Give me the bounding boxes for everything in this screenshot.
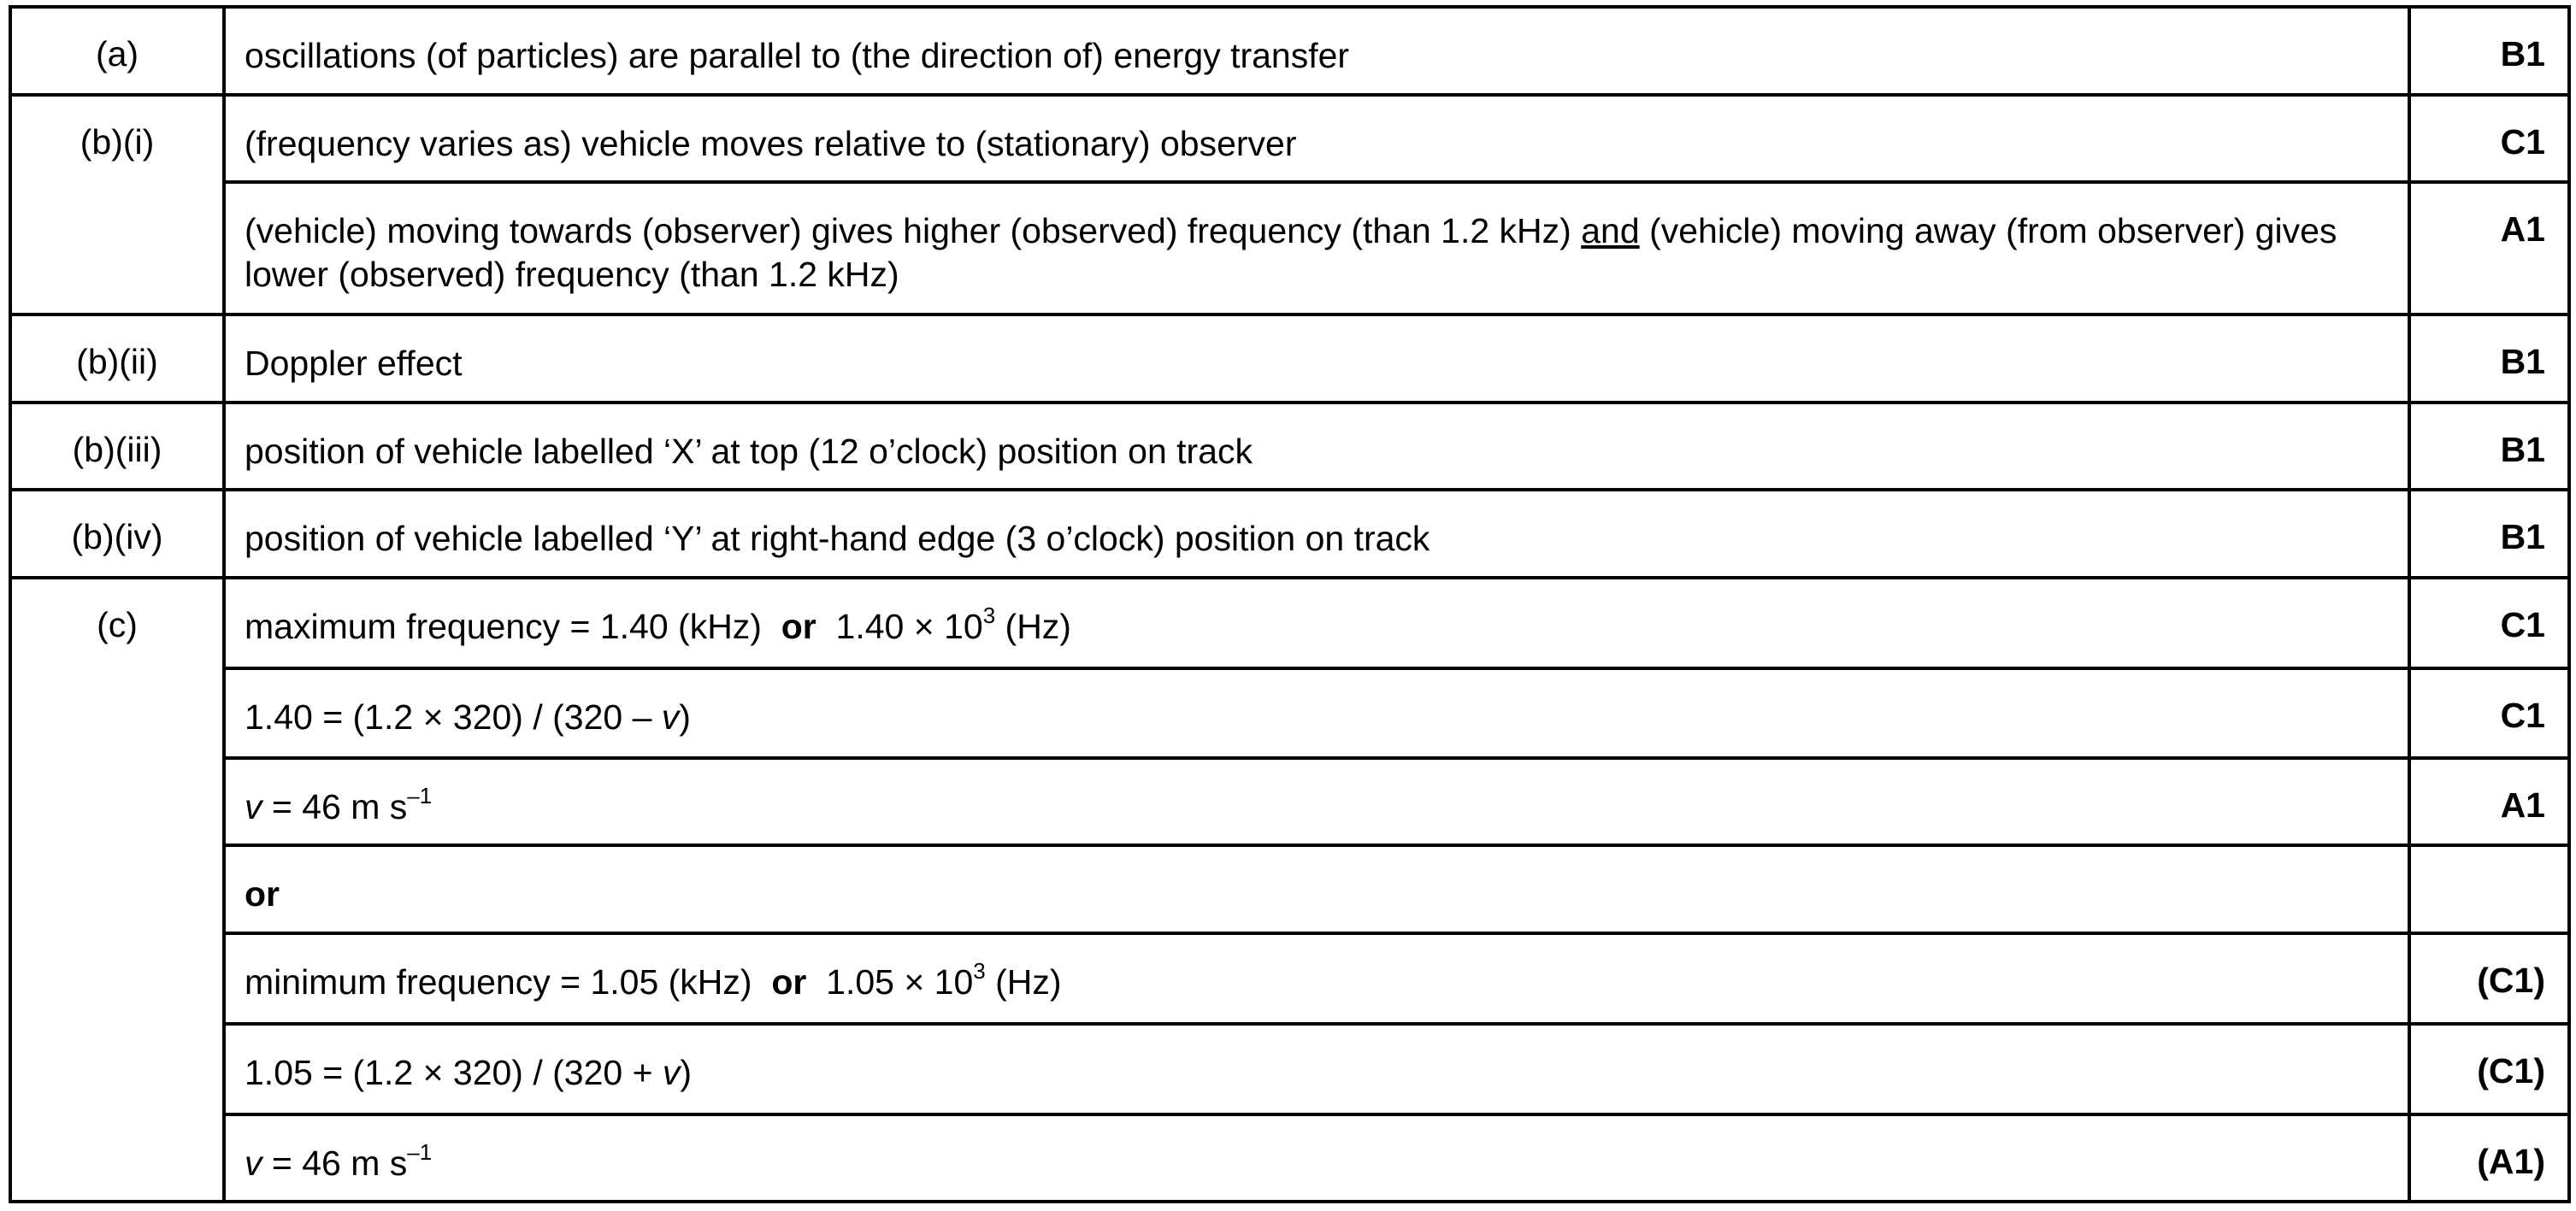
table-row	[10, 95, 2569, 182]
exponent: 3	[982, 603, 996, 628]
mark-scheme-table	[9, 5, 2571, 1203]
answer-part: (Hz)	[985, 962, 1062, 1002]
table-row	[10, 845, 2569, 933]
answer-text: position of vehicle labelled ‘Y’ at right-hand edge (3 o’clock) position on track	[224, 490, 2409, 578]
underlined-and: and	[1581, 211, 1640, 250]
table-row	[10, 933, 2569, 1024]
answer-part: (vehicle) moving away (from observer) gives lower (observed) frequency (than 1.2 kHz)	[245, 211, 2337, 295]
question-number: (c)	[10, 578, 224, 1202]
mark-code: (C1)	[2409, 1024, 2569, 1114]
mark-code: A1	[2409, 182, 2569, 315]
table-row	[10, 668, 2569, 758]
answer-text: (frequency varies as) vehicle moves relative to (stationary) observer	[224, 95, 2409, 182]
mark-code: A1	[2409, 758, 2569, 845]
answer-text	[224, 1114, 2409, 1202]
answer-text: oscillations (of particles) are parallel to (the direction of) energy transfer	[224, 7, 2409, 95]
exponent: –1	[407, 783, 433, 808]
or-keyword: or	[771, 962, 807, 1002]
mark-code: C1	[2409, 95, 2569, 182]
table-row	[10, 403, 2569, 490]
answer-part: 1.05 × 10	[826, 962, 974, 1002]
answer-part: 1.40 = (1.2 × 320) / (320 –	[245, 697, 662, 737]
answer-text: position of vehicle labelled ‘X’ at top (12 o’clock) position on track	[224, 403, 2409, 490]
mark-code	[2409, 845, 2569, 933]
mark-code: C1	[2409, 668, 2569, 758]
answer-part: maximum frequency = 1.40 (kHz)	[245, 607, 762, 646]
answer-text	[224, 933, 2409, 1024]
question-number: (b)(ii)	[10, 315, 224, 403]
mark-code: B1	[2409, 403, 2569, 490]
answer-part: minimum frequency = 1.05 (kHz)	[245, 962, 752, 1002]
answer-part: )	[679, 697, 691, 737]
answer-part: )	[680, 1053, 693, 1092]
answer-part: = 46 m s	[262, 787, 408, 826]
answer-text	[224, 1024, 2409, 1114]
answer-part: 1.40 × 10	[835, 607, 983, 646]
or-separator: or	[224, 845, 2409, 933]
mark-code: B1	[2409, 7, 2569, 95]
mark-code: B1	[2409, 315, 2569, 403]
table-row	[10, 7, 2569, 95]
answer-text	[224, 668, 2409, 758]
table-row	[10, 1024, 2569, 1114]
answer-text	[224, 578, 2409, 668]
mark-code: (A1)	[2409, 1114, 2569, 1202]
question-number: (b)(iii)	[10, 403, 224, 490]
answer-part: (Hz)	[995, 607, 1071, 646]
mark-code: C1	[2409, 578, 2569, 668]
variable-v: v	[662, 1053, 681, 1092]
variable-v: v	[661, 697, 680, 737]
answer-part: 1.05 = (1.2 × 320) / (320 +	[245, 1053, 663, 1092]
table-row	[10, 1114, 2569, 1202]
mark-code: B1	[2409, 490, 2569, 578]
answer-text: Doppler effect	[224, 315, 2409, 403]
table-row	[10, 182, 2569, 315]
answer-part: = 46 m s	[262, 1143, 408, 1183]
exponent: 3	[973, 958, 986, 984]
or-keyword: or	[781, 607, 816, 646]
table-row	[10, 315, 2569, 403]
answer-text	[224, 758, 2409, 845]
table-row	[10, 578, 2569, 668]
answer-part: (vehicle) moving towards (observer) gives higher (observed) frequency (than 1.2 kHz)	[245, 211, 1571, 250]
variable-v: v	[245, 787, 262, 826]
table-row	[10, 490, 2569, 578]
question-number: (b)(i)	[10, 95, 224, 315]
answer-text	[224, 182, 2409, 315]
table-row	[10, 758, 2569, 845]
variable-v: v	[245, 1143, 262, 1183]
exponent: –1	[407, 1139, 433, 1165]
question-number: (b)(iv)	[10, 490, 224, 578]
question-number: (a)	[10, 7, 224, 95]
mark-code: (C1)	[2409, 933, 2569, 1024]
